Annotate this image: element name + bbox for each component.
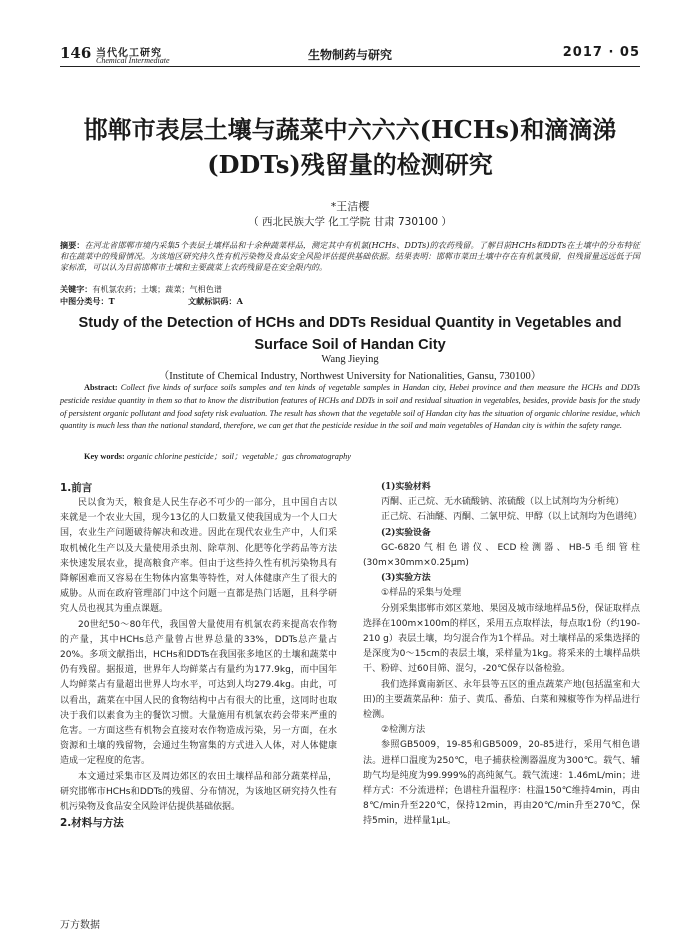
paragraph: 分别采集邯郸市郊区菜地、果园及城市绿地样品5份，保证取样点选择在100m×100m的样区，采用五点取样法，每点取1份（约190-210 g）表层土壤，均匀混合作为1个样品。对土壤样品的采集选择的是深度为0～15cm的表层土壤，采样量为1kg。将采来的土壤样品烘干、粉碎、过60目筛、混匀，-20℃保存以备检验。	[363, 603, 640, 675]
paragraph: 20世纪50～80年代，我国曾大量使用有机氯农药来提高农作物的产量，其中HCHs总产量曾占世界总量的33%，DDTs总产量占20%。多项文献指出，HCHs和DDTs在我国张多地区的土壤和蔬菜中仍有残留。据报道，世界年人均鲜菜占有量约为177.9kg，而中国年人均鲜菜占有量超出世界人均水平，可达到人均279.4kg。由此，可以看出，蔬菜在中国人民的食物结构中占有很大的比重，这同时也取决于我们以素食为主的餐饮习惯。大量施用有机氯农药会带来严重的危害。一方面这些有机物会直接对农作物造成污染，另一方面，在水资源和土壤的残留物，会通过生物富集的方式进入人体，对人体健康造成一定程度的危害。	[60, 619, 337, 767]
abstract-en-label: Abstract	[84, 383, 115, 392]
footer-watermark: 万方数据	[60, 920, 100, 931]
abstract-en-text: Collect five kinds of surface soils samples and ten kinds of vegetable samples in Handan city, Hebei province and then measure the HCHs and DDTs pesticide residue quantity in them so that to know the distribution features of HCHs and DDTs in soil and residual situation in vegetables, besides, provide basis for the study of persistent organic pollutant and food safety risk evaluation. The result has shown that the vegetable soil of Handan city has the situation of organic chlorine residue, which quantity is much less than the national standard, therefore, we can get that the pesticide residue in the soil and main vegetables of Handan city is within the safety range.	[60, 383, 640, 431]
list-item: ①样品的采集与处理	[381, 588, 462, 599]
subheading-equipment: (2)实验设备	[381, 527, 431, 538]
list-item: ②检测方法	[381, 725, 426, 736]
paper-title-cn: 邯郸市表层土壤与蔬菜中六六六(HCHs)和滴滴涕(DDTs)残留量的检测研究	[83, 115, 617, 179]
paragraph: GC-6820气相色谱仪、ECD检测器、HB-5毛细管柱(30m×30mm×0.25μm)	[363, 542, 640, 569]
doc-code-value: A	[236, 296, 243, 306]
paragraph: 我们选择冀南新区、永年县等五区的重点蔬菜产地(包括温室和大田)的主要蔬菜品种：茄子、黄瓜、番茄、白菜和辣椒等作为样品进行检测。	[363, 679, 640, 721]
paragraph: 正己烷、石油醚、丙酮、二氯甲烷、甲醇（以上试剂均为色谱纯）	[381, 512, 643, 523]
affiliation-en: （Institute of Chemical Industry, Northwest University for Nationalities, Gansu, 730100）	[158, 371, 542, 382]
header-divider	[60, 66, 640, 67]
doc-code-label: 文献标识码：	[188, 296, 237, 306]
section-heading-intro: 1.前言	[60, 482, 93, 494]
paragraph: 丙酮、正己烷、无水硫酸钠、浓硫酸（以上试剂均为分析纯）	[381, 497, 625, 508]
classification-line	[60, 296, 640, 307]
affiliation-cn: （ 西北民族大学 化工学院 甘肃 730100 ）	[248, 216, 452, 228]
keywords-en-text: organic chlorine pesticide；soil；vegetable；gas chromatography	[126, 452, 351, 461]
abstract-en: Abstract: Collect five kinds of surface soils samples and ten kinds of vegetable samples in Handan city, Hebei province and then measure the HCHs and DDTs pesticide residue quantity in them so that to know the distribution features of HCHs and DDTs in soil and residual situation in vegetables, besides, provide basis for the study of persistent organic pollutant and food safety risk evaluation. The result has shown that the vegetable soil of Handan city has the situation of organic chlorine residue, which quantity is much less than the national standard, therefore, we can get that the pesticide residue in the soil and main vegetables of Handan city is within the safety range.	[60, 383, 640, 431]
journal-title-cn: 当代化工研究	[96, 48, 162, 59]
paragraph: 参照GB5009，19-85和GB5009，20-85进行，采用气相色谱法。进样口温度为250℃，电子捕获检测器温度为300℃。载气、辅助气均是纯度为99.999%的高纯氮气。载气流速：1.46mL/min；进样方式：不分流进样；色谱柱升温程序：柱温150℃维持4min，再由8℃/min升至220℃，保持12min，再由20℃/min升至270℃，保持5min，进样量1μL。	[363, 740, 640, 827]
issue-label: 2017 · 05	[562, 45, 640, 60]
abstract-cn-text: 在河北省邯郸市境内采集5个表层土壤样品和十余种蔬菜样品，测定其中有机氯(HCHs、DDTs)的农药残留。了解目前HCHs和DDTs在土壤中的分布特征和在蔬菜中的残留情况。为该地区研究持久性有机污染物及食品安全风险评估提供基础依据。结果表明：邯郸市菜田土壤中存在有机氯残留，但残留量远远低于国家标准，可以认为目前邯郸市土壤和主要蔬菜上农药残留是在安全限内的。	[60, 240, 640, 272]
abstract-cn-label: 摘要：	[60, 240, 85, 250]
paragraph: 民以食为天，粮食是人民生存必不可少的一部分，且中国自古以来就是一个农业大国，现今13亿的人口数量又使我国成为一个人口大国，农业生产问题破待解决和改进。因此在现代农业生产中，人们采取机械化生产以及大量使用杀虫剂、除草剂、化肥等化学药品等方法来快速发展农业，提高粮食产率。但由于这些持久性有机污染物具有降解困难而又容易在生物体内富集等特性，对人体健康产生了很大的威胁。从而在政府管理部门中这个问题一直都是热门话题，且科学研究人员也视其为重点课题。	[60, 498, 337, 615]
keywords-en-label: Key words	[84, 452, 123, 461]
abstract-cn	[60, 240, 640, 273]
keywords-cn-label: 关键字：	[60, 284, 93, 294]
paragraph: 本文通过采集市区及周边郊区的农田土壤样品和部分蔬菜样品，研究邯郸市HCHs和DDTs的残留、分布情况，为该地区研究持久性有机污染物及食品安全风险评估提供基础依据。	[60, 771, 337, 813]
subheading-method: (3)实验方法	[381, 573, 431, 584]
paper-title-en: Study of the Detection of HCHs and DDTs Residual Quantity in Vegetables and Surface Soil of Handan City	[78, 315, 622, 353]
body-column-right	[363, 480, 643, 830]
subheading-materials: (1)实验材料	[381, 482, 431, 492]
doc-code	[188, 296, 243, 307]
page-number: 146	[60, 44, 92, 62]
clc-label: 中图分类号：	[60, 296, 109, 306]
keywords-cn	[60, 284, 222, 295]
keywords-cn-text: 有机氯农药；土壤；蔬菜；气相色谱	[92, 284, 222, 294]
author-en: Wang Jieying	[321, 354, 379, 365]
journal-title-en: Chemical Intermediate	[96, 56, 170, 65]
section-heading-methods: 2.材料与方法	[60, 817, 124, 830]
clc-value: T	[108, 296, 115, 306]
author-cn: *王洁樱	[330, 200, 370, 213]
section-title: 生物制药与研究	[307, 48, 392, 62]
keywords-en: Key words: organic chlorine pesticide；soil；vegetable；gas chromatography	[84, 452, 351, 461]
body-column-left	[60, 480, 337, 831]
